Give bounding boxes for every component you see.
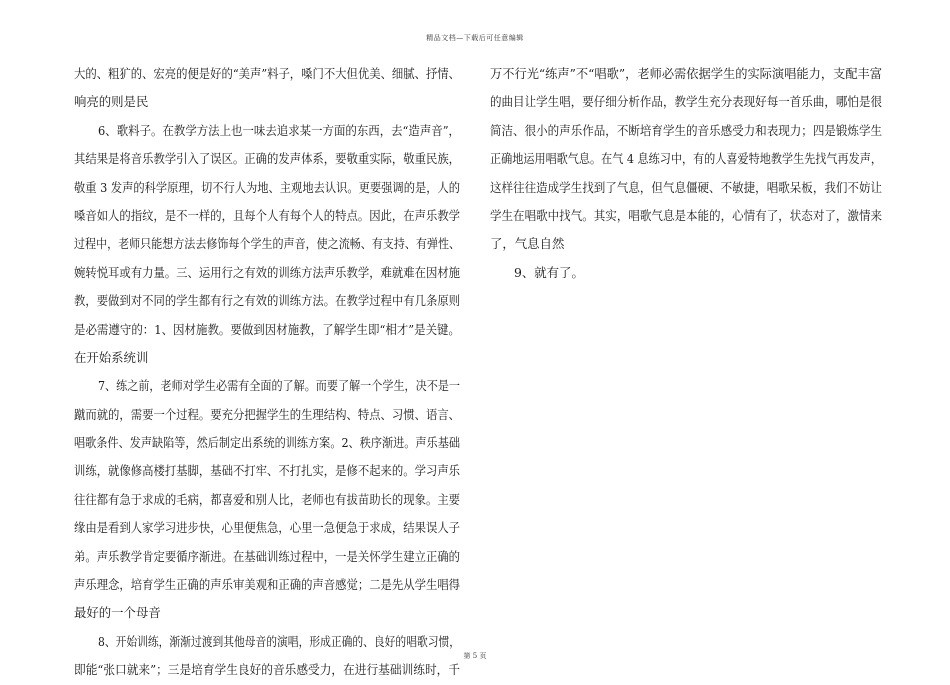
text-line: 了，气息自然 <box>490 236 565 252</box>
text-line: 这样往往造成学生找到了气息，但气息僵硬、不敏捷，唱歌呆板，我们不妨让 <box>490 179 883 195</box>
text-line: 敬重 3 发声的科学原理，切不行人为地、主观地去认识。更要强调的是，人的 <box>74 179 461 195</box>
text-line: 响亮的则是民 <box>74 94 149 110</box>
text-line: 9、就有了。 <box>514 264 584 280</box>
text-line: 缘由是看到人家学习进步快，心里便焦急，心里一急便急于求成，结果误人子 <box>74 520 461 536</box>
text-line: 唱歌条件、发声缺陷等，然后制定出系统的训练方案。2、秩序渐进。声乐基础 <box>74 435 460 451</box>
text-line: 万不行光“练声”不“唱歌”，老师必需依据学生的实际演唱能力，支配丰富 <box>490 66 883 81</box>
text-line: 往往都有急于求成的毛病，都喜爱和别人比，老师也有拔苗助长的现象。主要 <box>74 491 461 507</box>
text-line: 蹴而就的，需要一个过程。要充分把握学生的生理结构、特点、习惯、语言、 <box>74 406 461 422</box>
text-line: 的曲目让学生唱，要仔细分析作品，教学生充分表现好每一首乐曲，哪怕是很 <box>490 94 883 110</box>
text-line: 简洁、很小的声乐作品，不断培育学生的音乐感受力和表现力；四是锻炼学生 <box>490 122 883 138</box>
text-line: 教，要做到对不同的学生都有行之有效的训练方法。在教学过程中有几条原则 <box>74 293 461 309</box>
text-line: 大的、粗犷的、宏亮的便是好的“美声”料子，嗓门不大但优美、细腻、抒情、 <box>74 66 460 81</box>
text-line: 弟。声乐教学肯定要循序渐进。在基础训练过程中，一是关怀学生建立正确的 <box>74 548 461 564</box>
left-column <box>74 60 460 685</box>
text-line: 7、练之前，老师对学生必需有全面的了解。而要了解一个学生，决不是一 <box>98 378 461 394</box>
text-line: 婉转悦耳或有力量。三、运用行之有效的训练方法声乐教学，难就难在因材施 <box>74 264 461 280</box>
text-line: 声乐理念，培育学生正确的声乐审美观和正确的声音感觉；二是先从学生唱得 <box>74 577 461 593</box>
page-header: 精品文档—下载后可任意编辑 <box>426 34 524 42</box>
text-line: 即能“张口就来”；三是培育学生良好的音乐感受力，在进行基础训练时，千 <box>74 662 461 678</box>
page-number: 第 5 页 <box>463 652 487 660</box>
text-line: 是必需遵守的：1、因材施教。要做到因材施教，了解学生即“相才”是关键。 <box>74 321 460 337</box>
text-line: 学生在唱歌中找气。其实，唱歌气息是本能的，心情有了，状态对了，激情来 <box>490 207 883 223</box>
text-line: 最好的一个母音 <box>74 605 161 621</box>
text-line: 过程中，老师只能想方法去修饰每个学生的声音，使之流畅、有支持、有弹性、 <box>74 236 461 252</box>
text-line: 在开始系统训 <box>74 349 149 365</box>
text-line: 6、歌料子。在教学方法上也一味去追求某一方面的东西，去“造声音”， <box>98 122 460 138</box>
text-line: 其结果是将音乐教学引入了误区。正确的发声体系，要敬重实际，敬重民族， <box>74 151 461 167</box>
text-line: 8、开始训练，渐渐过渡到其他母音的演唱，形成正确的、良好的唱歌习惯， <box>98 633 461 649</box>
text-line: 正确地运用唱歌气息。在气 4 息练习中，有的人喜爱特地教学生先找气再发声， <box>490 151 882 167</box>
right-column <box>490 60 882 287</box>
text-line: 训练，就像修高楼打基脚，基础不打牢、不打扎实，是修不起来的。学习声乐 <box>74 463 461 479</box>
text-line: 嗓音如人的指纹，是不一样的，且每个人有每个人的特点。因此，在声乐教学 <box>74 207 461 223</box>
